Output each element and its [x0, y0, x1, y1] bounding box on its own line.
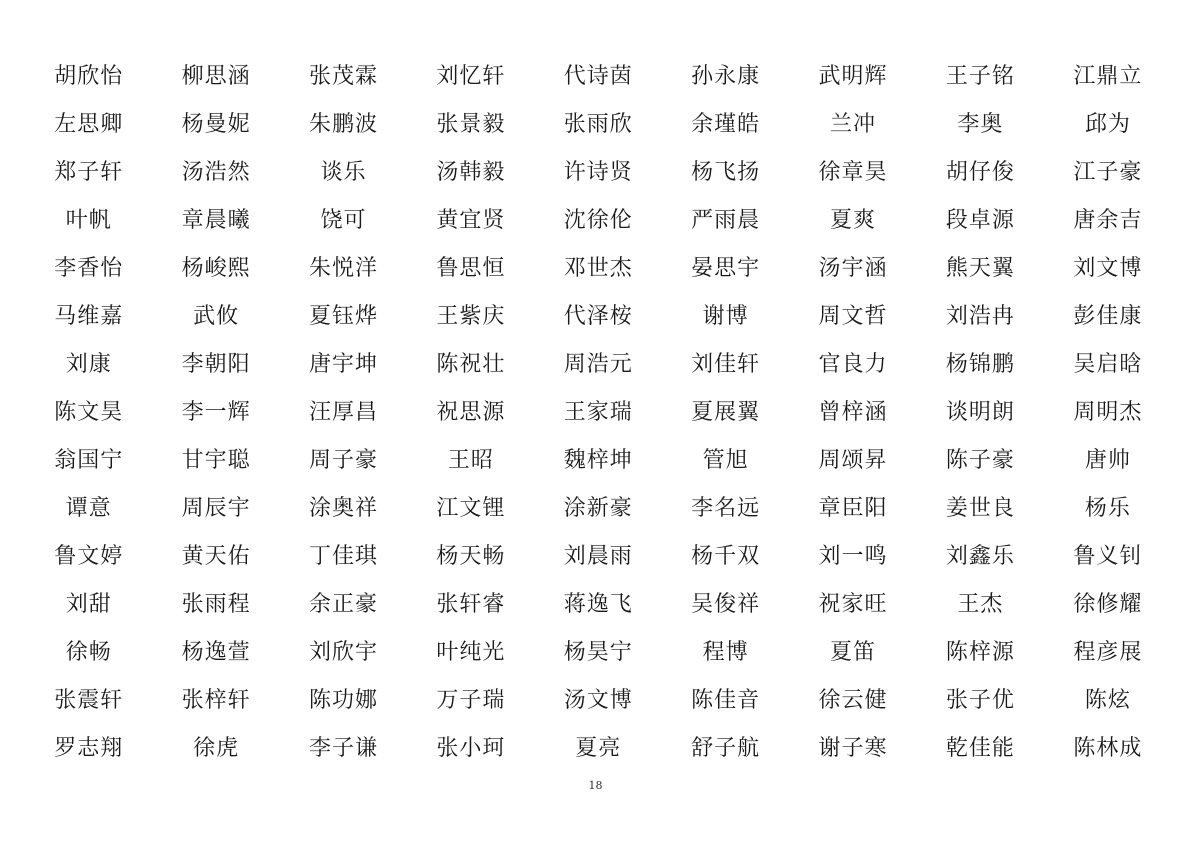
name-cell: 鲁文婷: [54, 543, 124, 569]
name-cell: 夏亮: [575, 735, 622, 761]
name-cell: 刘甜: [65, 591, 112, 617]
name-cell: 夏笛: [830, 639, 877, 665]
name-cell: 谈明朗: [945, 399, 1015, 425]
name-cell: 刘忆轩: [436, 63, 506, 89]
name-cell: 晏思宇: [691, 255, 761, 281]
name-cell: 周文哲: [818, 303, 888, 329]
name-cell: 万子瑞: [436, 687, 506, 713]
name-cell: 邓世杰: [563, 255, 633, 281]
name-cell: 刘一鸣: [818, 543, 888, 569]
name-cell: 刘佳轩: [691, 351, 761, 377]
name-cell: 官良力: [818, 351, 888, 377]
name-cell: 唐余吉: [1073, 207, 1143, 233]
name-cell: 张小珂: [436, 735, 506, 761]
name-cell: 乾佳能: [945, 735, 1015, 761]
name-cell: 饶可: [320, 207, 367, 233]
name-cell: 章臣阳: [818, 495, 888, 521]
name-cell: 杨乐: [1084, 495, 1131, 521]
name-cell: 江鼎立: [1073, 63, 1143, 89]
name-cell: 杨天畅: [436, 543, 506, 569]
name-cell: 叶帆: [65, 207, 112, 233]
name-cell: 刘康: [65, 351, 112, 377]
name-cell: 李一辉: [181, 399, 251, 425]
name-cell: 刘文博: [1073, 255, 1143, 281]
name-cell: 汤浩然: [181, 159, 251, 185]
name-grid: [25, 50, 1172, 770]
page-number: 18: [588, 779, 603, 792]
name-cell: 张梓轩: [181, 687, 251, 713]
name-cell: 彭佳康: [1073, 303, 1143, 329]
name-cell: 周辰宇: [181, 495, 251, 521]
name-cell: 刘晨雨: [563, 543, 633, 569]
name-cell: 汤文博: [563, 687, 633, 713]
name-cell: 徐章昊: [818, 159, 888, 185]
name-cell: 夏爽: [830, 207, 877, 233]
name-cell: 张子优: [945, 687, 1015, 713]
name-cell: 李朝阳: [181, 351, 251, 377]
name-cell: 柳思涵: [181, 63, 251, 89]
name-cell: 熊天翼: [945, 255, 1015, 281]
name-cell: 翁国宁: [54, 447, 124, 473]
name-cell: 舒子航: [691, 735, 761, 761]
name-cell: 谈乐: [320, 159, 367, 185]
name-cell: 左思卿: [54, 111, 124, 137]
name-cell: 程彦展: [1073, 639, 1143, 665]
name-cell: 夏展翼: [691, 399, 761, 425]
name-cell: 周浩元: [563, 351, 633, 377]
name-cell: 曾梓涵: [818, 399, 888, 425]
name-cell: 胡仔俊: [945, 159, 1015, 185]
name-cell: 姜世良: [945, 495, 1015, 521]
name-cell: 沈徐伦: [563, 207, 633, 233]
name-cell: 刘鑫乐: [945, 543, 1015, 569]
name-cell: 李奥: [957, 111, 1004, 137]
name-cell: 唐宇坤: [308, 351, 378, 377]
name-cell: 夏钰烨: [308, 303, 378, 329]
name-cell: 代泽桉: [563, 303, 633, 329]
name-cell: 杨千双: [691, 543, 761, 569]
name-cell: 谢博: [702, 303, 749, 329]
name-cell: 谢子寒: [818, 735, 888, 761]
name-cell: 张茂霖: [308, 63, 378, 89]
name-cell: 郑子轩: [54, 159, 124, 185]
name-cell: 段卓源: [945, 207, 1015, 233]
name-cell: 武明辉: [818, 63, 888, 89]
name-cell: 王子铭: [945, 63, 1015, 89]
name-cell: 刘欣宇: [308, 639, 378, 665]
name-cell: 陈文昊: [54, 399, 124, 425]
name-cell: 汤宇涵: [818, 255, 888, 281]
name-cell: 张轩睿: [436, 591, 506, 617]
name-cell: 陈佳音: [691, 687, 761, 713]
name-cell: 江子豪: [1073, 159, 1143, 185]
name-cell: 程博: [702, 639, 749, 665]
name-cell: 江文锂: [436, 495, 506, 521]
name-cell: 刘浩冉: [945, 303, 1015, 329]
name-cell: 朱鹏波: [308, 111, 378, 137]
name-cell: 祝家旺: [818, 591, 888, 617]
name-cell: 许诗贤: [563, 159, 633, 185]
name-cell: 黄宜贤: [436, 207, 506, 233]
name-cell: 余正豪: [308, 591, 378, 617]
name-cell: 黄天佑: [181, 543, 251, 569]
name-cell: 徐修耀: [1073, 591, 1143, 617]
name-cell: 杨逸萱: [181, 639, 251, 665]
name-cell: 邱为: [1084, 111, 1131, 137]
name-cell: 吴俊祥: [691, 591, 761, 617]
name-cell: 陈梓源: [945, 639, 1015, 665]
name-cell: 陈祝壮: [436, 351, 506, 377]
name-cell: 孙永康: [691, 63, 761, 89]
name-cell: 王昭: [447, 447, 494, 473]
name-cell: 周明杰: [1073, 399, 1143, 425]
name-cell: 杨飞扬: [691, 159, 761, 185]
name-cell: 陈林成: [1073, 735, 1143, 761]
name-cell: 张震轩: [54, 687, 124, 713]
name-cell: 汪厚昌: [308, 399, 378, 425]
name-cell: 吴启晗: [1073, 351, 1143, 377]
name-cell: 王杰: [957, 591, 1004, 617]
name-cell: 甘宇聪: [181, 447, 251, 473]
name-cell: 章晨曦: [181, 207, 251, 233]
name-cell: 魏梓坤: [563, 447, 633, 473]
name-cell: 张雨程: [181, 591, 251, 617]
name-cell: 杨昊宁: [563, 639, 633, 665]
name-cell: 胡欣怡: [54, 63, 124, 89]
name-cell: 鲁义钊: [1073, 543, 1143, 569]
name-cell: 祝思源: [436, 399, 506, 425]
name-cell: 蒋逸飞: [563, 591, 633, 617]
name-cell: 严雨晨: [691, 207, 761, 233]
name-cell: 丁佳琪: [308, 543, 378, 569]
name-cell: 周子豪: [308, 447, 378, 473]
name-cell: 徐虎: [193, 735, 240, 761]
name-cell: 杨曼妮: [181, 111, 251, 137]
name-cell: 鲁思恒: [436, 255, 506, 281]
name-cell: 李香怡: [54, 255, 124, 281]
name-cell: 王紫庆: [436, 303, 506, 329]
name-cell: 杨锦鹏: [945, 351, 1015, 377]
name-cell: 管旭: [702, 447, 749, 473]
name-cell: 叶纯光: [436, 639, 506, 665]
name-cell: 杨峻熙: [181, 255, 251, 281]
name-cell: 陈炫: [1084, 687, 1131, 713]
name-cell: 涂奥祥: [308, 495, 378, 521]
name-cell: 徐畅: [65, 639, 112, 665]
name-cell: 兰冲: [830, 111, 877, 137]
name-cell: 李名远: [691, 495, 761, 521]
name-cell: 王家瑞: [563, 399, 633, 425]
name-cell: 谭意: [65, 495, 112, 521]
name-cell: 唐帅: [1084, 447, 1131, 473]
name-cell: 朱悦洋: [308, 255, 378, 281]
name-cell: 陈子豪: [945, 447, 1015, 473]
name-cell: 周颂昇: [818, 447, 888, 473]
name-cell: 马维嘉: [54, 303, 124, 329]
name-cell: 罗志翔: [54, 735, 124, 761]
name-cell: 李子谦: [308, 735, 378, 761]
name-cell: 张雨欣: [563, 111, 633, 137]
name-cell: 陈功娜: [308, 687, 378, 713]
name-cell: 汤韩毅: [436, 159, 506, 185]
name-cell: 武攸: [193, 303, 240, 329]
name-cell: 余瑾皓: [691, 111, 761, 137]
name-cell: 徐云健: [818, 687, 888, 713]
name-cell: 张景毅: [436, 111, 506, 137]
name-cell: 涂新豪: [563, 495, 633, 521]
name-cell: 代诗茵: [563, 63, 633, 89]
